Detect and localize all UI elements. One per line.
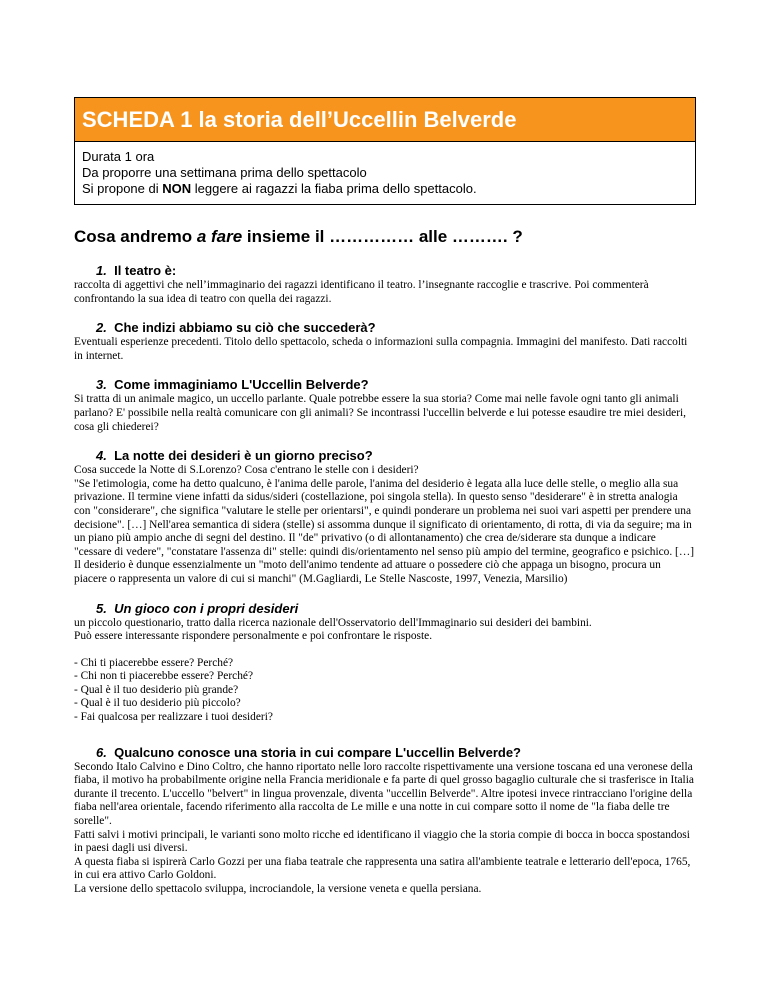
section-2 [74, 320, 696, 363]
paragraph: Secondo Italo Calvino e Dino Coltro, che hanno riportato nelle loro raccolte rispettivamente una versione toscana ed una veronese della fiaba, il motivo ha probabilmente origine nella Francia meridionale e fa parte di quel grosso bagaglio culturale che si trasferisce in Italia durante il trecento. L'uccello "belvert" in lingua provenzale, diventa "uccellin Belverde". Altre ipotesi invece rintracciano l'origine della fiaba nell'area orientale, facendo riferimento alla raccolta de Le mille e una notte in cui compare sotto il nome de "la fiaba delle tre sorelle". [74, 760, 694, 828]
section-5 [74, 601, 696, 725]
section-number: 1. [96, 263, 107, 278]
section-3 [74, 377, 696, 434]
list-item: - Chi non ti piacerebbe essere? Perché? [74, 670, 254, 683]
warning-line: Si propone di NON leggere ai ragazzi la fiaba prima dello spettacolo. [82, 181, 477, 196]
paragraph: La versione dello spettacolo sviluppa, incrociandole, la versione veneta e quella persiana. [74, 883, 482, 895]
section-number: 6. [96, 744, 107, 760]
section-title-text: Che indizi abbiamo su ciò che succederà? [114, 320, 376, 336]
paragraph: Cosa succede la Notte di S.Lorenzo? Cosa c'entrano le stelle con i desideri? [74, 464, 419, 477]
list-item: - Qual è il tuo desiderio più grande? [74, 683, 239, 696]
paragraph: Eventuali esperienze precedenti. Titolo dello spettacolo, scheda o informazioni sulla compagnia. Immagini del manifesto. Dati raccolti in internet. [74, 336, 688, 362]
timing-line: Da proporre una settimana prima dello spettacolo [82, 165, 367, 180]
section-body [74, 393, 696, 434]
section-title-text: Il teatro è: [114, 263, 177, 278]
section-title-text: Un gioco con i propri desideri [114, 600, 299, 616]
section-number: 3. [96, 377, 107, 393]
duration-line: Durata 1 ora [82, 149, 155, 164]
section-number: 5. [96, 600, 107, 616]
section-6 [74, 745, 696, 897]
section-title [74, 448, 696, 463]
paragraph: Il desiderio è dunque essenzialmente un "moto dell'animo tendente ad attuare o possedere ciò che appaga un bisogno, procura un piacere o rappresenta un valore di cui si manchi" (M.Gagliardi, Le Stelle Nascoste, 1997, Venezia, Marsilio) [74, 559, 661, 585]
page-title: SCHEDA 1 la storia dell’Uccellin Belverde [75, 98, 695, 142]
section-body [74, 464, 696, 586]
section-body [74, 279, 696, 306]
paragraph: Si tratta di un animale magico, un uccello parlante. Quale potrebbe essere la sua storia? Come mai nelle favole ogni tanto gli animali parlano? E' possibile nella realtà comunicare con gli animali? Se incontrassi l'uccellin belverde e lui potesse esaudire tre miei desideri, cosa gli chiederei? [74, 393, 687, 433]
paragraph: Fatti salvi i motivi principali, le varianti sono molto ricche ed identificano il viaggio che la storia compie di bocca in bocca spostandosi in paesi dagli usi diversi. [74, 828, 690, 855]
section-title [74, 745, 696, 760]
sections-container [74, 263, 696, 897]
list-item: - Chi ti piacerebbe essere? Perché? [74, 656, 234, 669]
paragraph: Può essere interessante rispondere personalmente e poi confrontare le risposte. [74, 630, 433, 643]
section-4 [74, 448, 696, 586]
section-title [74, 263, 696, 278]
paragraph: "Se l'etimologia, come ha detto qualcuno, è l'anima delle parole, l'anima del desiderio è legata alla luce delle stelle, o meglio alla sua privazione. Il termine viene infatti da sidus/sideri (costellazione, poi singola stella). In questo senso "desiderare" è in stretta analogia con "considerare", che significa "valutare le stelle per orientarsi", e quindi ponderare un problema nei suoi vari aspetti per prendere una decisione". […] Nell'area semantica di sidera (stelle) si assomma dunque il significato di orientamento, di rotta, di via da seguire; ma in un piano più ampio anche di segni del destino. Il "de" privativo (o di allontanamento) che crea de/siderare sta dunque a indicare "cessare di vedere", "constatare l'assenza di" stelle: quindi dis/orientamento nel senso più ampio del termine, geografico e psichico. […] [74, 477, 695, 558]
list-item: - Fai qualcosa per realizzare i tuoi desideri? [74, 711, 273, 724]
section-title-text: La notte dei desideri è un giorno preciso? [114, 448, 373, 464]
section-title [74, 377, 696, 392]
list-item: - Qual è il tuo desiderio più piccolo? [74, 697, 241, 710]
main-question-emphasis: a fare [196, 227, 243, 246]
section-title-text: Qualcuno conosce una storia in cui compare L'uccellin Belverde? [114, 744, 522, 760]
paragraph: A questa fiaba si ispirerà Carlo Gozzi per una fiaba teatrale che rappresenta una satira all'ambiente teatrale e letterario dell'epoca, 1765, in cui era attivo Carlo Goldoni. [74, 855, 691, 882]
section-number: 2. [96, 320, 107, 336]
question-list [74, 657, 696, 725]
section-number: 4. [96, 448, 107, 464]
section-title-text: Come immaginiamo L'Uccellin Belverde? [114, 377, 369, 393]
section-body [74, 617, 696, 725]
document-page [74, 97, 696, 897]
paragraph: raccolta di aggettivi che nell’immaginario dei ragazzi identificano il teatro. l’insegnante raccoglie e trascrive. Poi commenterà confrontando la sua idea di teatro con quella dei ragazzi. [74, 279, 649, 305]
paragraph: un piccolo questionario, tratto dalla ricerca nazionale dell'Osservatorio dell'Immaginario sui desideri dei bambini. [74, 616, 592, 629]
section-body [74, 761, 696, 897]
header-info [75, 142, 695, 204]
section-1 [74, 263, 696, 306]
section-title [74, 320, 696, 335]
header-box [74, 97, 696, 205]
warning-emphasis: NON [162, 181, 192, 196]
main-question: Cosa andremo a fare insieme il …………… alle ………. ? [74, 227, 523, 246]
section-body [74, 336, 696, 363]
section-title [74, 601, 696, 616]
